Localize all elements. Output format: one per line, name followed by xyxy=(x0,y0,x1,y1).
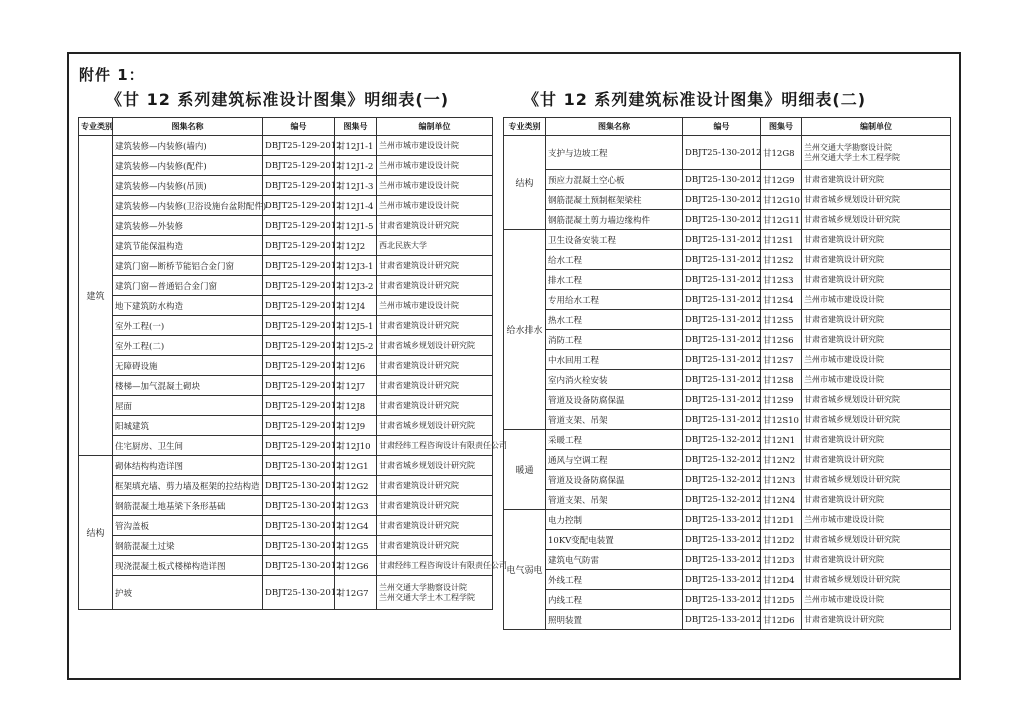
atlas-name-cell: 无障碍设施 xyxy=(113,356,263,376)
table-row xyxy=(504,530,951,550)
table-row xyxy=(79,396,493,416)
table-row xyxy=(79,436,493,456)
table-row xyxy=(79,336,493,356)
table-row xyxy=(79,196,493,216)
compiler-cell: 甘肃经纬工程咨询设计有限责任公司 xyxy=(377,556,493,576)
compiler-cell: 甘肃省建筑设计研究院 xyxy=(802,490,951,510)
compiler-cell: 甘肃省城乡规划设计研究院 xyxy=(802,410,951,430)
compiler-line: 兰州交通大学土木工程学院 xyxy=(379,592,475,602)
atlas-name-cell: 阳城建筑 xyxy=(113,416,263,436)
compiler-cell: 甘肃省建筑设计研究院 xyxy=(802,310,951,330)
code-cell: DBJT25-130-2012 xyxy=(683,190,761,210)
table-header-row xyxy=(79,118,493,136)
atlas-name-cell: 建筑门窗—普通铝合金门窗 xyxy=(113,276,263,296)
category-cell: 结构 xyxy=(504,136,546,230)
code-cell: DBJT25-130-2012 xyxy=(263,576,335,610)
code-cell: DBJT25-129-2012 xyxy=(263,396,335,416)
table-header-row xyxy=(504,118,951,136)
code-cell: DBJT25-130-2012 xyxy=(263,536,335,556)
atlas-name-cell: 专用给水工程 xyxy=(546,290,683,310)
atlas-number-cell: 甘12J4 xyxy=(335,296,377,316)
compiler-line: 兰州交通大学勘察设计院 xyxy=(804,142,892,152)
code-cell: DBJT25-130-2012 xyxy=(263,476,335,496)
atlas-name-cell: 住宅厨房、卫生间 xyxy=(113,436,263,456)
code-cell: DBJT25-131-2012 xyxy=(683,410,761,430)
compiler-cell: 甘肃省城乡规划设计研究院 xyxy=(802,470,951,490)
compiler-cell: 兰州市城市建设设计院 xyxy=(802,350,951,370)
table-row xyxy=(504,136,951,170)
compiler-cell: 甘肃省城乡规划设计研究院 xyxy=(377,456,493,476)
code-cell: DBJT25-129-2012 xyxy=(263,256,335,276)
compiler-cell: 甘肃省城乡规划设计研究院 xyxy=(802,530,951,550)
code-cell: DBJT25-131-2012 xyxy=(683,230,761,250)
header-atlas-name: 图集名称 xyxy=(113,118,263,136)
code-cell: DBJT25-129-2012 xyxy=(263,136,335,156)
table-row xyxy=(504,590,951,610)
table-row xyxy=(504,370,951,390)
table-row xyxy=(79,356,493,376)
table-row xyxy=(79,276,493,296)
atlas-name-cell: 热水工程 xyxy=(546,310,683,330)
atlas-number-cell: 甘12N1 xyxy=(761,430,802,450)
table-row xyxy=(79,296,493,316)
atlas-number-cell: 甘12J9 xyxy=(335,416,377,436)
compiler-cell: 甘肃省建筑设计研究院 xyxy=(802,450,951,470)
table-row xyxy=(79,216,493,236)
atlas-number-cell: 甘12J1-5 xyxy=(335,216,377,236)
table-row xyxy=(79,456,493,476)
category-cell: 暖通 xyxy=(504,430,546,510)
compiler-cell: 西北民族大学 xyxy=(377,236,493,256)
atlas-name-cell: 10KV变配电装置 xyxy=(546,530,683,550)
atlas-number-cell: 甘12J1-2 xyxy=(335,156,377,176)
compiler-cell: 兰州市城市建设设计院 xyxy=(802,290,951,310)
compiler-line: 兰州交通大学勘察设计院 xyxy=(379,582,467,592)
compiler-cell: 甘肃省城乡规划设计研究院 xyxy=(377,416,493,436)
code-cell: DBJT25-131-2012 xyxy=(683,290,761,310)
table-row xyxy=(79,256,493,276)
table-row xyxy=(504,310,951,330)
atlas-number-cell: 甘12S2 xyxy=(761,250,802,270)
atlas-name-cell: 管道支架、吊架 xyxy=(546,490,683,510)
compiler-cell: 兰州市城市建设设计院 xyxy=(377,156,493,176)
atlas-name-cell: 护坡 xyxy=(113,576,263,610)
atlas-name-cell: 排水工程 xyxy=(546,270,683,290)
table-row xyxy=(79,236,493,256)
atlas-number-cell: 甘12N2 xyxy=(761,450,802,470)
atlas-name-cell: 采暖工程 xyxy=(546,430,683,450)
table-row xyxy=(504,550,951,570)
atlas-name-cell: 电力控制 xyxy=(546,510,683,530)
atlas-number-cell: 甘12D2 xyxy=(761,530,802,550)
atlas-number-cell: 甘12J6 xyxy=(335,356,377,376)
compiler-cell xyxy=(377,576,493,610)
compiler-cell: 甘肃省建筑设计研究院 xyxy=(377,496,493,516)
code-cell: DBJT25-129-2012 xyxy=(263,176,335,196)
atlas-number-cell: 甘12N3 xyxy=(761,470,802,490)
code-cell: DBJT25-131-2012 xyxy=(683,390,761,410)
table-row xyxy=(504,350,951,370)
atlas-name-cell: 楼梯—加气混凝土砌块 xyxy=(113,376,263,396)
table-row xyxy=(79,536,493,556)
atlas-name-cell: 钢筋混凝土剪力墙边缘构件 xyxy=(546,210,683,230)
code-cell: DBJT25-130-2012 xyxy=(683,210,761,230)
code-cell: DBJT25-131-2012 xyxy=(683,370,761,390)
table-row xyxy=(504,390,951,410)
atlas-table-two xyxy=(503,117,951,630)
code-cell: DBJT25-129-2012 xyxy=(263,436,335,456)
atlas-number-cell: 甘12G5 xyxy=(335,536,377,556)
table-row xyxy=(504,330,951,350)
table-row xyxy=(504,490,951,510)
header-atlas-number: 图集号 xyxy=(335,118,377,136)
table-one-title: 《甘 12 系列建筑标准设计图集》明细表(一) xyxy=(106,90,450,109)
atlas-number-cell: 甘12J3-2 xyxy=(335,276,377,296)
atlas-name-cell: 给水工程 xyxy=(546,250,683,270)
atlas-number-cell: 甘12J5-2 xyxy=(335,336,377,356)
atlas-table-one xyxy=(78,117,507,610)
atlas-name-cell: 建筑门窗—断桥节能铝合金门窗 xyxy=(113,256,263,276)
compiler-cell: 甘肃省建筑设计研究院 xyxy=(802,170,951,190)
compiler-cell: 甘肃省建筑设计研究院 xyxy=(802,550,951,570)
code-cell: DBJT25-129-2012 xyxy=(263,316,335,336)
compiler-cell: 甘肃省建筑设计研究院 xyxy=(802,250,951,270)
header-category: 专业类别 xyxy=(79,118,113,136)
compiler-cell: 甘肃省建筑设计研究院 xyxy=(377,316,493,336)
header-atlas-name: 图集名称 xyxy=(546,118,683,136)
table-row xyxy=(79,416,493,436)
atlas-number-cell: 甘12G10 xyxy=(761,190,802,210)
atlas-name-cell: 建筑节能保温构造 xyxy=(113,236,263,256)
table-row xyxy=(504,170,951,190)
atlas-number-cell: 甘12D5 xyxy=(761,590,802,610)
table-row xyxy=(504,450,951,470)
table-row xyxy=(79,156,493,176)
atlas-name-cell: 室外工程(二) xyxy=(113,336,263,356)
atlas-name-cell: 屋面 xyxy=(113,396,263,416)
compiler-cell: 兰州市城市建设设计院 xyxy=(377,176,493,196)
atlas-name-cell: 建筑电气防雷 xyxy=(546,550,683,570)
code-cell: DBJT25-129-2012 xyxy=(263,376,335,396)
code-cell: DBJT25-131-2012 xyxy=(683,250,761,270)
code-cell: DBJT25-133-2012 xyxy=(683,510,761,530)
atlas-name-cell: 预应力混凝土空心板 xyxy=(546,170,683,190)
atlas-name-cell: 卫生设备安装工程 xyxy=(546,230,683,250)
category-cell: 建筑 xyxy=(79,136,113,456)
table-row xyxy=(504,470,951,490)
atlas-number-cell: 甘12G7 xyxy=(335,576,377,610)
atlas-name-cell: 中水回用工程 xyxy=(546,350,683,370)
code-cell: DBJT25-131-2012 xyxy=(683,310,761,330)
atlas-name-cell: 内线工程 xyxy=(546,590,683,610)
table-row xyxy=(79,516,493,536)
atlas-number-cell: 甘12D3 xyxy=(761,550,802,570)
table-row xyxy=(79,476,493,496)
compiler-cell: 甘肃省城乡规划设计研究院 xyxy=(377,336,493,356)
compiler-cell: 甘肃省建筑设计研究院 xyxy=(377,356,493,376)
atlas-number-cell: 甘12J8 xyxy=(335,396,377,416)
atlas-number-cell: 甘12J1-4 xyxy=(335,196,377,216)
atlas-name-cell: 钢筋混凝土过梁 xyxy=(113,536,263,556)
atlas-number-cell: 甘12S3 xyxy=(761,270,802,290)
atlas-number-cell: 甘12J7 xyxy=(335,376,377,396)
code-cell: DBJT25-130-2012 xyxy=(263,516,335,536)
atlas-number-cell: 甘12S5 xyxy=(761,310,802,330)
table-row xyxy=(79,556,493,576)
atlas-name-cell: 管道及设备防腐保温 xyxy=(546,470,683,490)
atlas-name-cell: 室内消火栓安装 xyxy=(546,370,683,390)
code-cell: DBJT25-129-2012 xyxy=(263,276,335,296)
atlas-name-cell: 建筑装修—外装修 xyxy=(113,216,263,236)
code-cell: DBJT25-132-2012 xyxy=(683,430,761,450)
atlas-number-cell: 甘12S7 xyxy=(761,350,802,370)
table-row xyxy=(79,136,493,156)
atlas-name-cell: 管道支架、吊架 xyxy=(546,410,683,430)
compiler-cell: 兰州市城市建设设计院 xyxy=(802,510,951,530)
atlas-number-cell: 甘12J1-3 xyxy=(335,176,377,196)
table-row xyxy=(79,176,493,196)
compiler-cell: 甘肃省建筑设计研究院 xyxy=(802,610,951,630)
atlas-number-cell: 甘12D6 xyxy=(761,610,802,630)
atlas-number-cell: 甘12D4 xyxy=(761,570,802,590)
atlas-number-cell: 甘12S6 xyxy=(761,330,802,350)
atlas-number-cell: 甘12J5-1 xyxy=(335,316,377,336)
header-compiler: 编制单位 xyxy=(377,118,493,136)
code-cell: DBJT25-133-2012 xyxy=(683,610,761,630)
atlas-number-cell: 甘12J2 xyxy=(335,236,377,256)
atlas-name-cell: 建筑装修—内装修(卫浴设施台盆附配件) xyxy=(113,196,263,216)
code-cell: DBJT25-133-2012 xyxy=(683,550,761,570)
code-cell: DBJT25-129-2012 xyxy=(263,416,335,436)
atlas-name-cell: 管道及设备防腐保温 xyxy=(546,390,683,410)
code-cell: DBJT25-130-2012 xyxy=(263,456,335,476)
code-cell: DBJT25-132-2012 xyxy=(683,470,761,490)
table-row xyxy=(79,376,493,396)
table-row xyxy=(504,250,951,270)
table-row xyxy=(79,576,493,610)
atlas-name-cell: 管沟盖板 xyxy=(113,516,263,536)
header-category: 专业类别 xyxy=(504,118,546,136)
header-code: 编号 xyxy=(263,118,335,136)
table-row xyxy=(504,290,951,310)
atlas-number-cell: 甘12G11 xyxy=(761,210,802,230)
code-cell: DBJT25-131-2012 xyxy=(683,330,761,350)
compiler-cell: 甘肃省城乡规划设计研究院 xyxy=(802,570,951,590)
header-compiler: 编制单位 xyxy=(802,118,951,136)
table-row xyxy=(504,410,951,430)
atlas-number-cell: 甘12G6 xyxy=(335,556,377,576)
compiler-cell: 甘肃省建筑设计研究院 xyxy=(377,396,493,416)
compiler-cell: 甘肃省建筑设计研究院 xyxy=(377,276,493,296)
atlas-number-cell: 甘12J1-1 xyxy=(335,136,377,156)
compiler-cell: 兰州市城市建设设计院 xyxy=(377,196,493,216)
code-cell: DBJT25-129-2012 xyxy=(263,336,335,356)
compiler-cell: 甘肃省建筑设计研究院 xyxy=(377,476,493,496)
compiler-cell: 甘肃省建筑设计研究院 xyxy=(802,230,951,250)
atlas-name-cell: 砌体结构构造详图 xyxy=(113,456,263,476)
atlas-name-cell: 照明装置 xyxy=(546,610,683,630)
code-cell: DBJT25-133-2012 xyxy=(683,570,761,590)
compiler-cell xyxy=(802,136,951,170)
table-row xyxy=(504,230,951,250)
header-atlas-number: 图集号 xyxy=(761,118,802,136)
atlas-number-cell: 甘12J3-1 xyxy=(335,256,377,276)
compiler-cell: 甘肃省城乡规划设计研究院 xyxy=(802,390,951,410)
atlas-name-cell: 建筑装修—内装修(配件) xyxy=(113,156,263,176)
code-cell: DBJT25-132-2012 xyxy=(683,490,761,510)
compiler-cell: 甘肃省建筑设计研究院 xyxy=(377,216,493,236)
atlas-number-cell: 甘12S8 xyxy=(761,370,802,390)
table-row xyxy=(504,610,951,630)
code-cell: DBJT25-129-2012 xyxy=(263,356,335,376)
compiler-cell: 兰州市城市建设设计院 xyxy=(802,590,951,610)
atlas-name-cell: 外线工程 xyxy=(546,570,683,590)
code-cell: DBJT25-131-2012 xyxy=(683,350,761,370)
code-cell: DBJT25-129-2012 xyxy=(263,156,335,176)
table-row xyxy=(504,430,951,450)
compiler-cell: 甘肃省建筑设计研究院 xyxy=(377,516,493,536)
atlas-number-cell: 甘12S10 xyxy=(761,410,802,430)
code-cell: DBJT25-129-2012 xyxy=(263,196,335,216)
atlas-name-cell: 消防工程 xyxy=(546,330,683,350)
atlas-number-cell: 甘12G1 xyxy=(335,456,377,476)
compiler-cell: 兰州市城市建设设计院 xyxy=(377,296,493,316)
annex-label: 附件 1： xyxy=(79,66,145,84)
atlas-number-cell: 甘12J10 xyxy=(335,436,377,456)
atlas-number-cell: 甘12G9 xyxy=(761,170,802,190)
atlas-name-cell: 钢筋混凝土预制框架梁柱 xyxy=(546,190,683,210)
code-cell: DBJT25-130-2012 xyxy=(683,170,761,190)
atlas-name-cell: 现浇混凝土板式楼梯构造详图 xyxy=(113,556,263,576)
compiler-cell: 甘肃省建筑设计研究院 xyxy=(802,330,951,350)
atlas-name-cell: 通风与空调工程 xyxy=(546,450,683,470)
table-row xyxy=(79,496,493,516)
compiler-line: 兰州交通大学土木工程学院 xyxy=(804,152,900,162)
table-row xyxy=(504,270,951,290)
code-cell: DBJT25-133-2012 xyxy=(683,590,761,610)
atlas-number-cell: 甘12G8 xyxy=(761,136,802,170)
code-cell: DBJT25-132-2012 xyxy=(683,450,761,470)
table-row xyxy=(79,316,493,336)
atlas-name-cell: 室外工程(一) xyxy=(113,316,263,336)
atlas-number-cell: 甘12N4 xyxy=(761,490,802,510)
atlas-number-cell: 甘12S1 xyxy=(761,230,802,250)
code-cell: DBJT25-129-2012 xyxy=(263,236,335,256)
category-cell: 电气弱电 xyxy=(504,510,546,630)
atlas-name-cell: 地下建筑防水构造 xyxy=(113,296,263,316)
atlas-name-cell: 支护与边坡工程 xyxy=(546,136,683,170)
table-row xyxy=(504,570,951,590)
code-cell: DBJT25-129-2012 xyxy=(263,216,335,236)
category-cell: 结构 xyxy=(79,456,113,610)
header-code: 编号 xyxy=(683,118,761,136)
table-two-title: 《甘 12 系列建筑标准设计图集》明细表(二) xyxy=(523,90,867,109)
code-cell: DBJT25-130-2012 xyxy=(683,136,761,170)
compiler-cell: 甘肃省建筑设计研究院 xyxy=(377,256,493,276)
atlas-number-cell: 甘12G2 xyxy=(335,476,377,496)
compiler-cell: 甘肃经纬工程咨询设计有限责任公司 xyxy=(377,436,493,456)
atlas-number-cell: 甘12G4 xyxy=(335,516,377,536)
atlas-number-cell: 甘12S4 xyxy=(761,290,802,310)
compiler-cell: 甘肃省建筑设计研究院 xyxy=(802,430,951,450)
code-cell: DBJT25-133-2012 xyxy=(683,530,761,550)
table-row xyxy=(504,190,951,210)
compiler-cell: 甘肃省建筑设计研究院 xyxy=(377,376,493,396)
code-cell: DBJT25-130-2012 xyxy=(263,496,335,516)
compiler-cell: 甘肃省城乡规划设计研究院 xyxy=(802,210,951,230)
table-row xyxy=(504,210,951,230)
compiler-cell: 甘肃省建筑设计研究院 xyxy=(377,536,493,556)
atlas-number-cell: 甘12G3 xyxy=(335,496,377,516)
atlas-name-cell: 框架填充墙、剪力墙及框架的拉结构造 xyxy=(113,476,263,496)
table-row xyxy=(504,510,951,530)
compiler-cell: 甘肃省建筑设计研究院 xyxy=(802,270,951,290)
atlas-name-cell: 建筑装修—内装修(吊顶) xyxy=(113,176,263,196)
compiler-cell: 兰州市城市建设设计院 xyxy=(377,136,493,156)
code-cell: DBJT25-131-2012 xyxy=(683,270,761,290)
code-cell: DBJT25-129-2012 xyxy=(263,296,335,316)
category-cell: 给水排水 xyxy=(504,230,546,430)
code-cell: DBJT25-130-2012 xyxy=(263,556,335,576)
atlas-name-cell: 钢筋混凝土地基梁下条形基础 xyxy=(113,496,263,516)
atlas-name-cell: 建筑装修—内装修(墙内) xyxy=(113,136,263,156)
compiler-cell: 甘肃省城乡规划设计研究院 xyxy=(802,190,951,210)
atlas-number-cell: 甘12S9 xyxy=(761,390,802,410)
compiler-cell: 兰州市城市建设设计院 xyxy=(802,370,951,390)
atlas-number-cell: 甘12D1 xyxy=(761,510,802,530)
